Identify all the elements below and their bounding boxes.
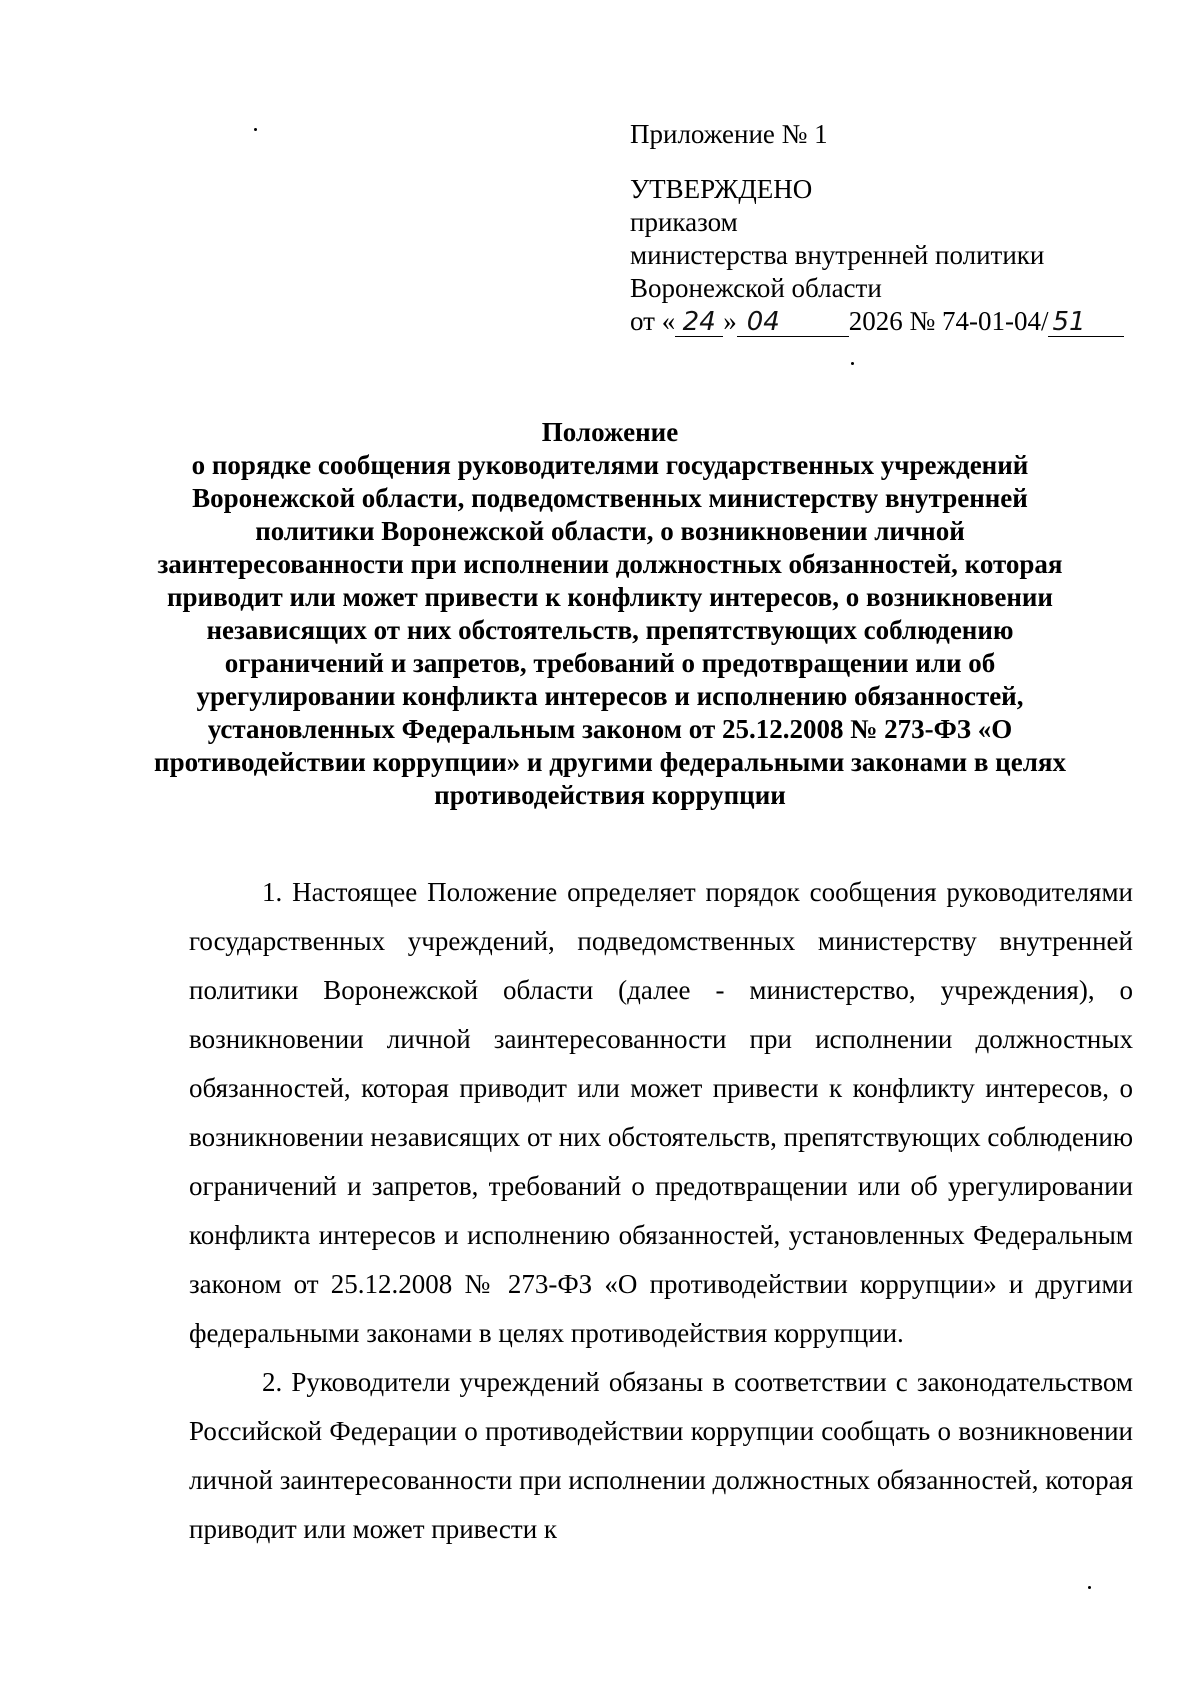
title-subheading: о порядке сообщения руководителями государственных учреждений Воронежской области, подведомственных министерству внутренней политики Воронежской области, о возникновении личной заинтересованности при исполнении должностных обязанностей, которая приводит или может привести к конфликту интересов, о возникновении независящих от них обстоятельств, препятствующих соблюдению ограничений и запретов, требований о предотвращении или об урегулировании конфликта интересов и исполнению обязанностей, установленных Федеральным законом от 25.12.2008 № 273-ФЗ «О противодействии коррупции» и другими федеральными законами в целях противодействия коррупции (154, 450, 1066, 810)
paragraph-1: 1. Настоящее Положение определяет порядок сообщения руководителями государственных учреждений, подведомственных министерству внутренней политики Воронежской области (далее - министерство, учреждения), о возникновении личной заинтересованности при исполнении должностных обязанностей, которая приводит или может привести к конфликту интересов, о возникновении независящих от них обстоятельств, препятствующих соблюдению ограничений и запретов, требований о предотвращении или об урегулировании конфликта интересов и исполнению обязанностей, установленных Федеральным законом от 25.12.2008 № 273-ФЗ «О противодействии коррупции» и другими федеральными законами в целях противодействия коррупции. (189, 877, 1133, 1348)
paragraph-2: 2. Руководители учреждений обязаны в соответствии с законодательством Российской Федерации о противодействии коррупции сообщать о возникновении личной заинтересованности при исполнении должностных обязанностей, которая приводит или может привести к (189, 1367, 1133, 1544)
scan-speck (851, 362, 854, 365)
order-date-line (630, 305, 1124, 338)
scan-speck (1088, 1586, 1091, 1589)
approval-block (630, 118, 1124, 338)
title-heading: Положение (541, 417, 679, 447)
document-title (150, 416, 1070, 812)
handwritten-month: 04 (737, 308, 849, 337)
document-body (189, 868, 1133, 1554)
date-prefix: от « (630, 306, 676, 336)
handwritten-day: 24 (675, 308, 723, 337)
year-number: 2026 № 74-01-04/ (848, 306, 1049, 336)
annex-label: Приложение № 1 (630, 119, 828, 149)
by-order-label: приказом (630, 207, 738, 237)
scan-speck (254, 128, 257, 131)
date-mid: » (723, 306, 737, 336)
handwritten-order-number: 51 (1048, 308, 1124, 337)
approved-label: УТВЕРЖДЕНО (630, 174, 813, 204)
region-label: Воронежской области (630, 273, 882, 303)
ministry-label: министерства внутренней политики (630, 240, 1045, 270)
